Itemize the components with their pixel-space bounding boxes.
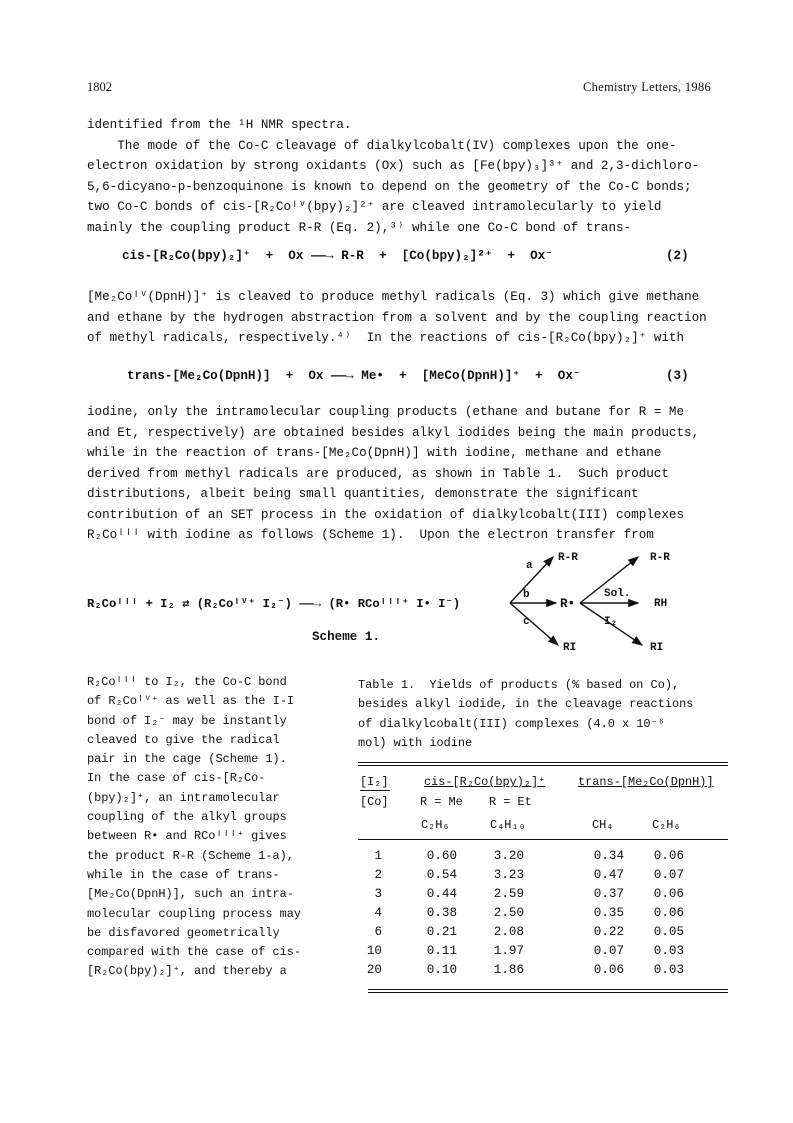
table-cell: 0.35	[593, 905, 624, 920]
text-line: R₂Coᴵᴵᴵ with iodine as follows (Scheme 1). Upon the electron transfer from	[87, 528, 654, 542]
yields-table	[358, 846, 684, 979]
table-row	[358, 960, 684, 979]
text-line: bond of I₂⁻ may be instantly	[87, 713, 287, 728]
paragraph-3	[87, 402, 727, 546]
table-cell: 0.07	[593, 943, 624, 958]
text-line: besides alkyl iodide, in the cleavage reactions	[358, 697, 694, 712]
scheme-product-rh: RH	[654, 598, 668, 610]
scheme-label-c: c	[523, 616, 530, 628]
table-header-rule	[358, 839, 728, 840]
table-cell: 0.06	[653, 905, 684, 920]
table-top-rule-2	[358, 765, 728, 766]
table-cell: 0.07	[653, 867, 684, 882]
scheme-label-a: a	[526, 560, 533, 572]
table-ratio-bar	[360, 790, 390, 791]
text-line: the product R-R (Scheme 1-a),	[87, 848, 294, 863]
text-line: and ethane by the hydrogen abstraction from a solvent and by the coupling reaction	[87, 310, 707, 325]
journal-running-header: Chemistry Letters, 1986	[583, 80, 712, 94]
table-cell-ratio: 10	[366, 943, 382, 958]
table-cell: 0.34	[593, 848, 624, 863]
table-top-rule	[358, 762, 728, 763]
text-line: The mode of the Co-C cleavage of dialkylcobalt(IV) complexes upon the one-	[87, 138, 677, 153]
scheme-radical: R•	[560, 597, 576, 611]
table-cell: 0.10	[426, 962, 457, 977]
scheme-product-ri-2: RI	[650, 642, 664, 654]
text-line: of R₂Coᴵⱽ⁺ as well as the I-I	[87, 694, 294, 709]
table-col-c2h6-trans: C₂H₆	[652, 818, 681, 832]
scheme-label-b: b	[523, 589, 530, 601]
table-cell: 0.38	[426, 905, 457, 920]
table-row	[358, 941, 684, 960]
text-line: electron oxidation by strong oxidants (Ox) such as [Fe(bpy)₃]³⁺ and 2,3-dichloro-	[87, 159, 700, 173]
equation-3: trans-[Me₂Co(DpnH)] + Ox ——→ Me• + [MeCo(DpnH)]⁺ + Ox⁻	[127, 369, 581, 383]
scheme-label-sol: Sol.	[604, 588, 631, 600]
text-line: pair in the cage (Scheme 1).	[87, 752, 287, 767]
table-cell: 0.22	[593, 924, 624, 939]
table-bottom-rule	[368, 989, 728, 990]
table-cell: 1.86	[493, 962, 524, 977]
text-line: while in the case of trans-	[87, 867, 280, 882]
text-line: of dialkylcobalt(III) complexes (4.0 x 10⁻⁶	[358, 716, 665, 731]
equation-2-number: (2)	[666, 249, 689, 263]
table-cell: 3.23	[493, 867, 524, 882]
arrow-c	[510, 603, 558, 645]
text-line: mol) with iodine	[358, 735, 473, 750]
table-cell: 0.54	[426, 867, 457, 882]
table-cell-ratio: 20	[366, 962, 382, 977]
text-line: and Et, respectively) are obtained besides alkyl iodides being the main products,	[87, 425, 700, 440]
table-cell: 3.20	[493, 848, 524, 863]
text-line: In the case of cis-[R₂Co-	[87, 771, 266, 786]
equation-3-number: (3)	[666, 369, 689, 383]
scheme-left-equation: R₂Coᴵᴵᴵ + I₂ ⇄ (R₂Coᴵⱽ⁺ I₂⁻) ——→ (R• RCoᴵᴵᴵ⁺ I• I⁻)	[87, 597, 461, 611]
left-column-text	[87, 673, 332, 982]
text-line: contribution of an SET process in the oxidation of dialkylcobalt(III) complexes	[87, 507, 685, 522]
text-line: be disfavored geometrically	[87, 925, 280, 940]
text-line: between R• and RCoᴵᴵᴵ⁺ gives	[87, 829, 287, 844]
table-group-trans: trans-[Me₂Co(DpnH)]	[578, 775, 714, 789]
page-number: 1802	[87, 80, 112, 94]
text-line: 5,6-dicyano-p-benzoquinone is known to depend on the geometry of the Co-C bonds;	[87, 179, 692, 194]
table-row	[358, 903, 684, 922]
scheme-product-ri-1: RI	[563, 642, 577, 654]
table-cell: 0.11	[426, 943, 457, 958]
table-cell: 0.37	[593, 886, 624, 901]
text-line: of methyl radicals, respectively.⁴⁾ In the reactions of cis-[R₂Co(bpy)₂]⁺ with	[87, 331, 685, 345]
scheme-caption: Scheme 1.	[312, 630, 381, 644]
equation-2: cis-[R₂Co(bpy)₂]⁺ + Ox ——→ R-R + [Co(bpy)₂]²⁺ + Ox⁻	[122, 249, 553, 263]
text-line: [Me₂Coᴵⱽ(DpnH)]⁺ is cleaved to produce methyl radicals (Eq. 3) which give methane	[87, 290, 700, 304]
table-cell: 0.06	[653, 848, 684, 863]
table-group-cis: cis-[R₂Co(bpy)₂]⁺	[424, 775, 546, 789]
text-line: derived from methyl radicals are produced, as shown in Table 1. Such product	[87, 466, 669, 481]
scheme-label-i2: I₂	[604, 616, 618, 628]
table-ratio-bottom: [Co]	[360, 795, 389, 809]
table-cell-ratio: 3	[374, 886, 382, 901]
table-cell: 0.03	[653, 962, 684, 977]
text-line: [Me₂Co(DpnH)], such an intra-	[87, 887, 294, 902]
table-subhead-et: R = Et	[489, 795, 532, 809]
text-line: while in the reaction of trans-[Me₂Co(DpnH)] with iodine, methane and ethane	[87, 446, 662, 460]
table-row	[358, 884, 684, 903]
text-line: R₂Coᴵᴵᴵ to I₂, the Co-C bond	[87, 675, 287, 689]
text-line: iodine, only the intramolecular coupling products (ethane and butane for R = Me	[87, 405, 685, 419]
table-cell: 0.44	[426, 886, 457, 901]
table-cell-ratio: 1	[374, 848, 382, 863]
table-col-c4h10: C₄H₁₀	[490, 818, 526, 832]
table-cell: 2.50	[493, 905, 524, 920]
table-col-ch4: CH₄	[592, 818, 614, 832]
table-cell-ratio: 2	[374, 867, 382, 882]
table-cell: 2.08	[493, 924, 524, 939]
text-line: two Co-C bonds of cis-[R₂Coᴵⱽ(bpy)₂]²⁺ are cleaved intramolecularly to yield	[87, 200, 662, 214]
table-cell: 0.05	[653, 924, 684, 939]
scheme-product-rr-2: R-R	[650, 552, 670, 564]
table-cell: 0.21	[426, 924, 457, 939]
table-ratio-top: [I₂]	[360, 775, 389, 789]
text-line: compared with the case of cis-	[87, 945, 302, 960]
text-line: coupling of the alkyl groups	[87, 810, 287, 825]
table-cell: 1.97	[493, 943, 524, 958]
table-subhead-me: R = Me	[420, 795, 463, 809]
text-line: molecular coupling process may	[87, 906, 302, 921]
table-cell: 0.06	[653, 886, 684, 901]
table-row	[358, 922, 684, 941]
table-cell-ratio: 6	[374, 924, 382, 939]
table-cell-ratio: 4	[374, 905, 382, 920]
table-cell: 0.03	[653, 943, 684, 958]
text-line: (bpy)₂]⁺, an intramolecular	[87, 790, 280, 805]
text-line: mainly the coupling product R-R (Eq. 2),³⁾ while one Co-C bond of trans-	[87, 220, 632, 235]
text-line: Table 1. Yields of products (% based on Co),	[358, 678, 680, 692]
table-bottom-rule-2	[368, 992, 728, 993]
table-row	[358, 846, 684, 865]
table-cell: 2.59	[493, 886, 524, 901]
text-line: [R₂Co(bpy)₂]⁺, and thereby a	[87, 964, 287, 979]
scheme-product-rr-1: R-R	[558, 552, 578, 564]
table-caption	[358, 676, 728, 753]
text-line: distributions, albeit being small quantities, demonstrate the significant	[87, 487, 639, 501]
table-row	[358, 865, 684, 884]
table-cell: 0.47	[593, 867, 624, 882]
table-cell: 0.06	[593, 962, 624, 977]
table-col-c2h6: C₂H₆	[421, 818, 450, 832]
paragraph-2	[87, 287, 727, 349]
paragraph-1	[87, 115, 727, 238]
text-line: cleaved to give the radical	[87, 732, 280, 747]
table-cell: 0.60	[426, 848, 457, 863]
text-line: identified from the ¹H NMR spectra.	[87, 118, 352, 132]
